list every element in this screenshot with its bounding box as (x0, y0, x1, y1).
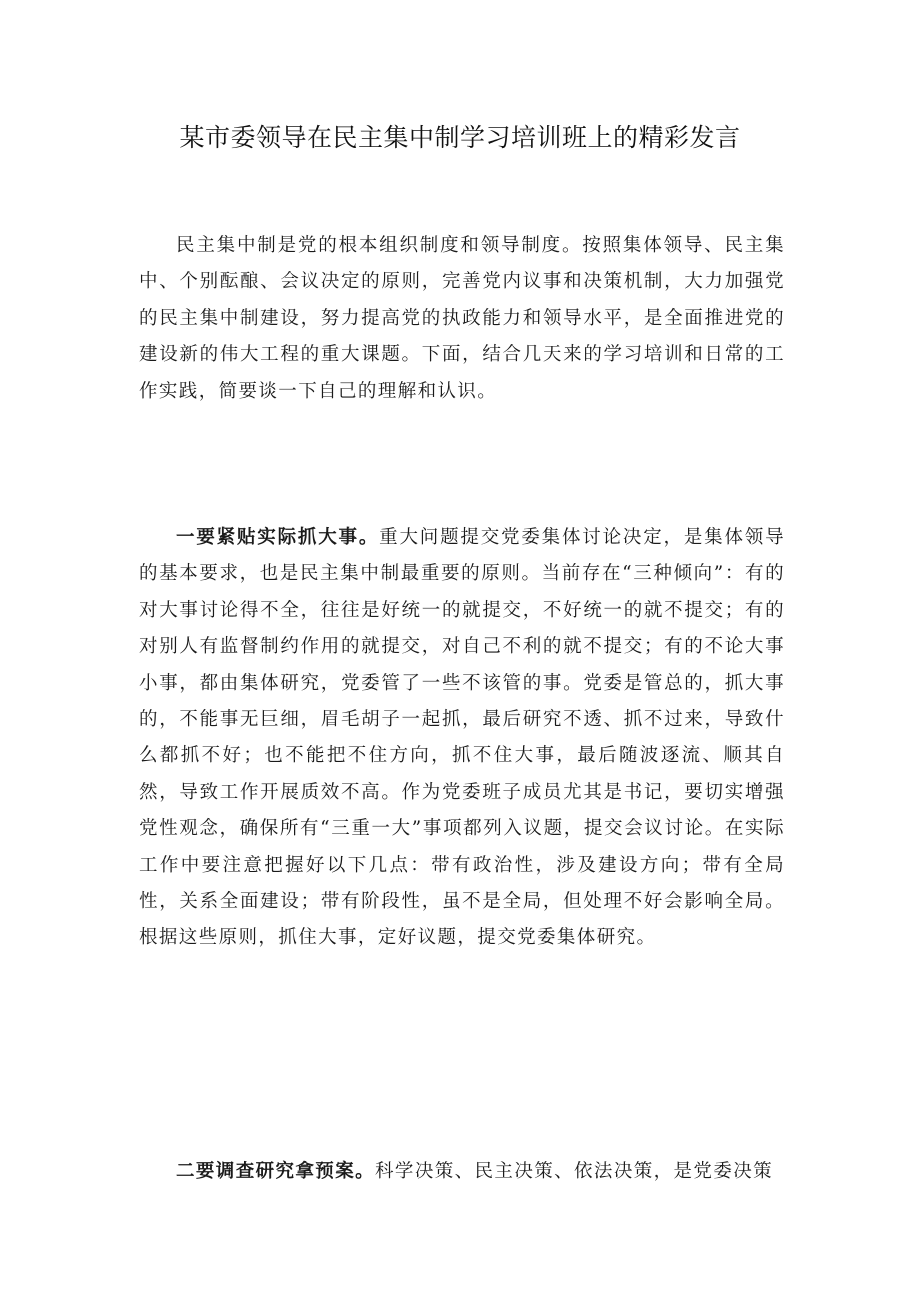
paragraph-point-two-heading: 二要调查研究拿预案。 (176, 1161, 376, 1182)
paragraph-point-two-text: 科学决策、民主决策、依法决策，是党委决策 (375, 1161, 774, 1182)
paragraph-intro-text: 民主集中制是党的根本组织制度和领导制度。按照集体领导、民主集中、个别酝酿、会议决定的原则，完善党内议事和决策机制，大力加强党的民主集中制建设，努力提高党的执政能力和领导水平，是全面推进党的建设新的伟大工程的重大课题。下面，结合几天来的学习培训和日常的工作实践，简要谈一下自己的理解和认识。 (139, 235, 785, 402)
paragraph-point-one-text: 重大问题提交党委集体讨论决定，是集体领导的基本要求，也是民主集中制最重要的原则。当前存在“三种倾向”：有的对大事讨论得不全，往往是好统一的就提交，不好统一的就不提交；有的对别人有监督制约作用的就提交，对自己不利的就不提交；有的不论大事小事，都由集体研究，党委管了一些不该管的事。党委是管总的，抓大事的，不能事无巨细，眉毛胡子一起抓，最后研究不透、抓不过来，导致什么都抓不好；也不能把不住方向，抓不住大事，最后随波逐流、顺其自然，导致工作开展质效不高。作为党委班子成员尤其是书记，要切实增强党性观念，确保所有“三重一大”事项都列入议题，提交会议讨论。在实际工作中要注意把握好以下几点：带有政治性，涉及建设方向；带有全局性，关系全面建设；带有阶段性，虽不是全局，但处理不好会影响全局。根据这些原则，抓住大事，定好议题，提交党委集体研究。 (139, 527, 785, 949)
paragraph-point-two (139, 1154, 785, 1190)
paragraph-intro (139, 228, 785, 410)
paragraph-point-one (139, 520, 785, 957)
document-title: 某市委领导在民主集中制学习培训班上的精彩发言 (179, 123, 741, 152)
paragraph-point-one-heading: 一要紧贴实际抓大事。 (176, 527, 380, 548)
